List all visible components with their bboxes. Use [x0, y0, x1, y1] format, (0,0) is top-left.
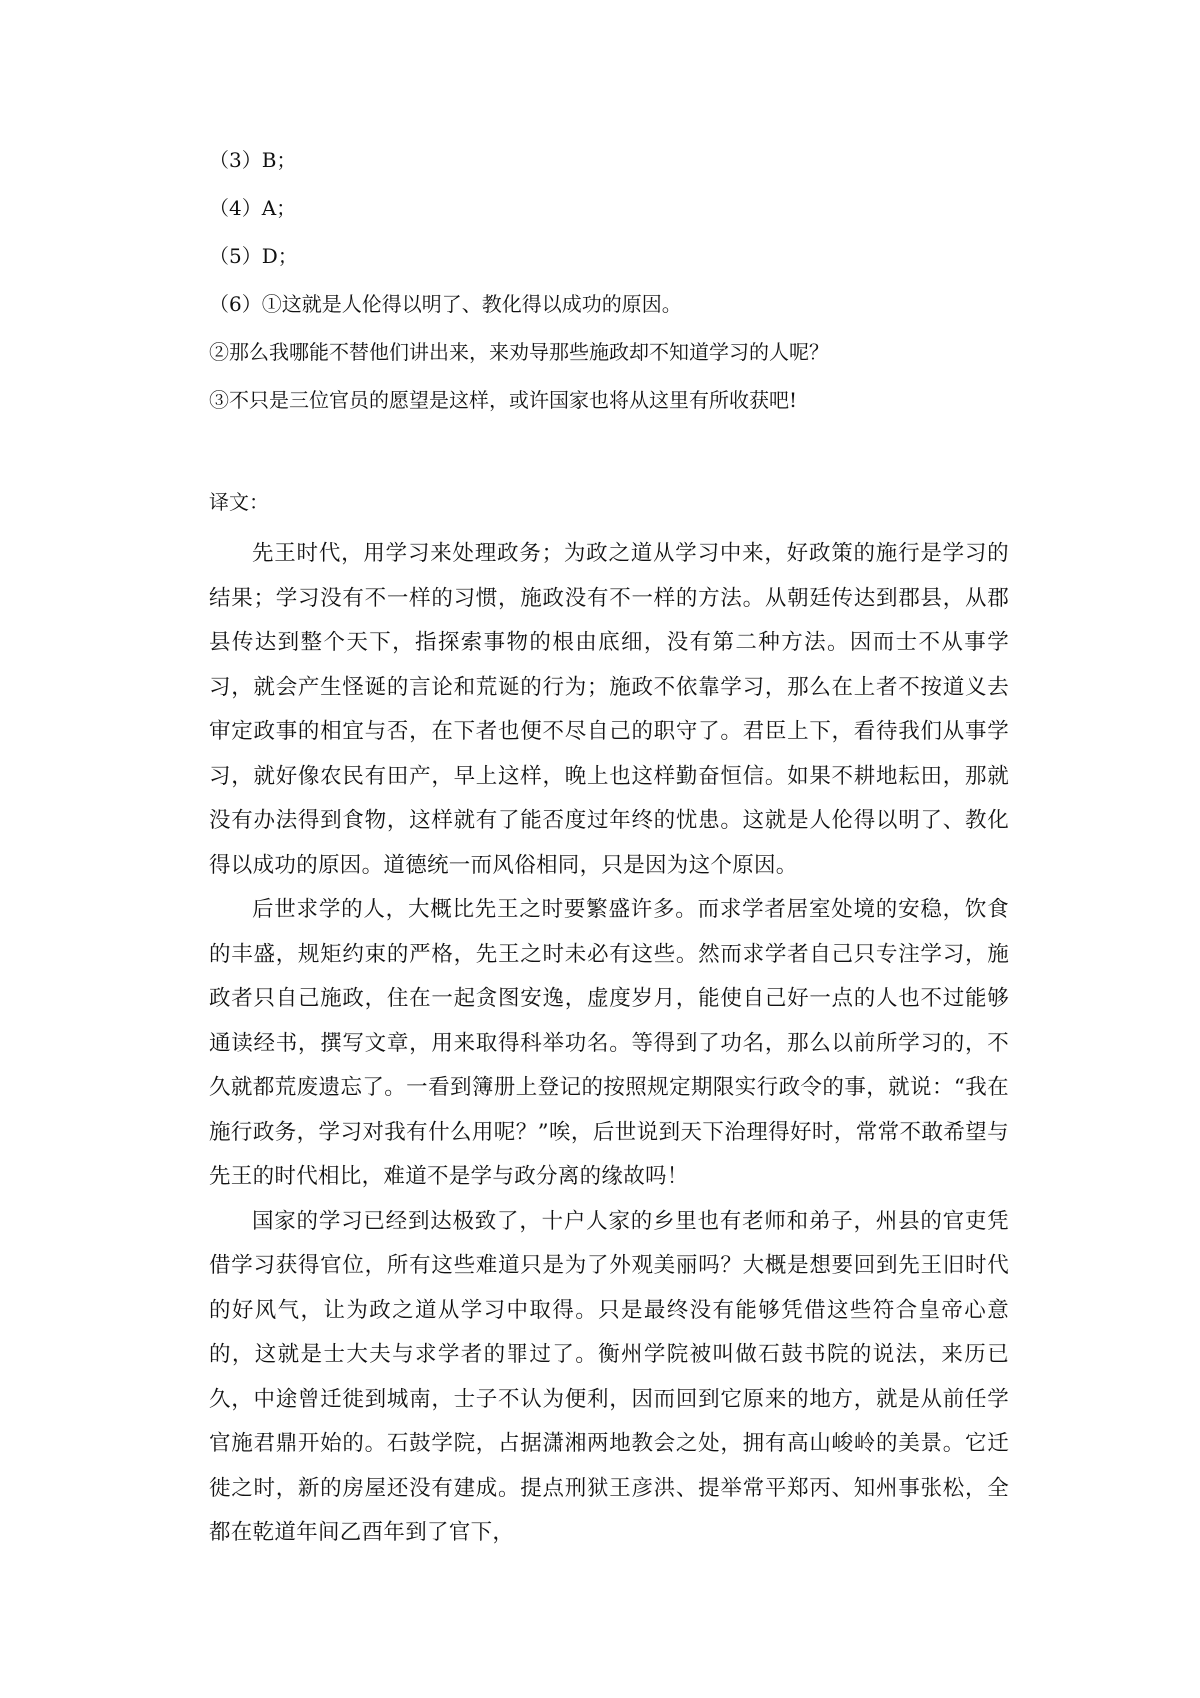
answer-item-3: （3）B；: [209, 148, 297, 172]
answer-item-5: （5）D；: [209, 244, 298, 268]
answer-item-6-part-1: （6）①这就是人伦得以明了、教化得以成功的原因。: [209, 292, 682, 316]
translation-paragraph-3: 国家的学习已经到达极致了，十户人家的乡里也有老师和弟子，州县的官吏凭借学习获得官位，所有这些难道只是为了外观美丽吗？大概是想要回到先王旧时代的好风气，让为政之道从学习中取得。只是最终没有能够凭借这些符合皇帝心意的，这就是士大夫与求学者的罪过了。衡州学院被叫做石鼓书院的说法，来历已久，中途曾迁徙到城南，士子不认为便利，因而回到它原来的地方，就是从前任学官施君鼎开始的。石鼓学院，占据潇湘两地教会之处，拥有高山峻岭的美景。它迁徙之时，新的房屋还没有建成。提点刑狱王彦洪、提举常平郑丙、知州事张松，全都在乾道年间乙酉年到了官下，: [209, 1208, 1009, 1545]
translation-body: [209, 532, 1009, 1556]
answer-item-6-part-3: ③不只是三位官员的愿望是这样，或许国家也将从这里有所收获吧!: [209, 388, 798, 412]
translation-paragraph-1: 先王时代，用学习来处理政务；为政之道从学习中来，好政策的施行是学习的结果；学习没有不一样的习惯，施政没有不一样的方法。从朝廷传达到郡县，从郡县传达到整个天下，指探索事物的根由底细，没有第二种方法。因而士不从事学习，就会产生怪诞的言论和荒诞的行为；施政不依靠学习，那么在上者不按道义去审定政事的相宜与否，在下者也便不尽自己的职守了。君臣上下，看待我们从事学习，就好像农民有田产，早上这样，晚上也这样勤奋恒信。如果不耕地耘田，那就没有办法得到食物，这样就有了能否度过年终的忧患。这就是人伦得以明了、教化得以成功的原因。道德统一而风俗相同，只是因为这个原因。: [209, 541, 1009, 878]
answer-list: [209, 148, 1029, 436]
answer-item-4: （4）A；: [209, 196, 297, 220]
answer-item-6-part-2: ②那么我哪能不替他们讲出来，来劝导那些施政却不知道学习的人呢？: [209, 340, 829, 364]
translation-heading: 译文：: [209, 490, 269, 514]
translation-paragraph-2: 后世求学的人，大概比先王之时要繁盛许多。而求学者居室处境的安稳，饮食的丰盛，规矩约束的严格，先王之时未必有这些。然而求学者自己只专注学习，施政者只自己施政，住在一起贪图安逸，虚度岁月，能使自己好一点的人也不过能够通读经书，撰写文章，用来取得科举功名。等得到了功名，那么以前所学习的，不久就都荒废遗忘了。一看到簿册上登记的按照规定期限实行政令的事，就说：“我在施行政务，学习对我有什么用呢？”唉，后世说到天下治理得好时，常常不敢希望与先王的时代相比，难道不是学与政分离的缘故吗！: [209, 897, 1009, 1189]
